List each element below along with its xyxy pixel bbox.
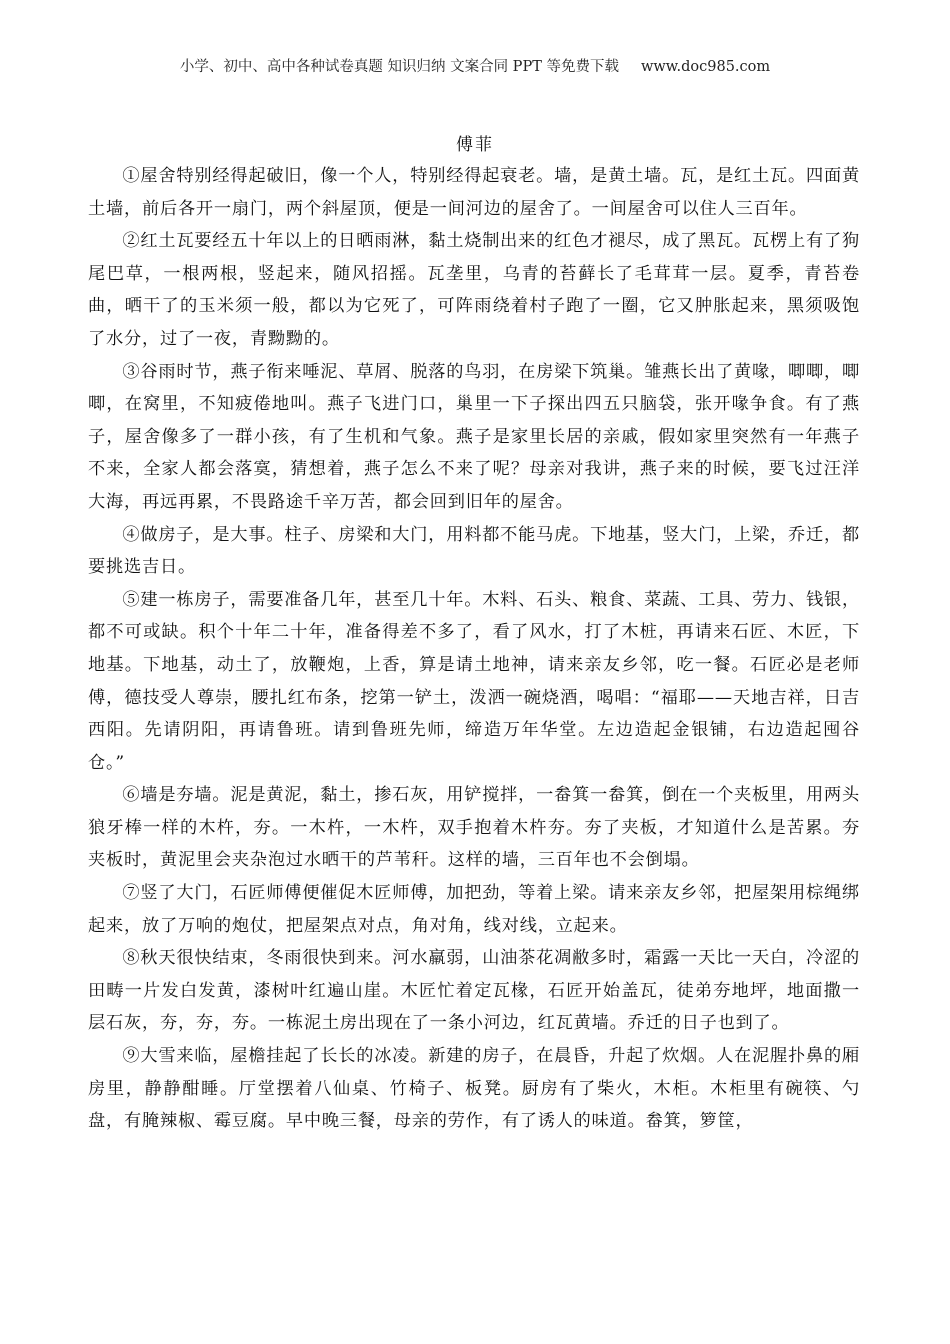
paragraph-2: ②红土瓦要经五十年以上的日晒雨淋，黏土烧制出来的红色才褪尽，成了黑瓦。瓦楞上有了狗尾巴草，一根两根，竖起来，随风招摇。瓦垄里，乌青的苔藓长了毛茸茸一层。夏季，青苔卷曲，晒干了的玉米须一般，都以为它死了，可阵雨绕着村子跑了一圈，它又肿胀起来，黑须吸饱了水分，过了一夜，青黝黝的。 xyxy=(88,231,860,349)
paragraph-3: ③谷雨时节，燕子衔来唾泥、草屑、脱落的鸟羽，在房梁下筑巢。雏燕长出了黄喙，唧唧，唧唧，在窝里，不知疲倦地叫。燕子飞进门口，巢里一下子探出四五只脑袋，张开喙争食。有了燕子，屋舍像多了一群小孩，有了生机和气象。燕子是家里长居的亲戚，假如家里突然有一年燕子不来，全家人都会落寞，猜想着，燕子怎么不来了呢？母亲对我讲，燕子来的时候，要飞过汪洋大海，再远再累，不畏路途千辛万苦，都会回到旧年的屋舍。 xyxy=(88,361,860,512)
paragraph-1: ①屋舍特别经得起破旧，像一个人，特别经得起衰老。墙，是黄土墙。瓦，是红土瓦。四面黄土墙，前后各开一扇门，两个斜屋顶，便是一间河边的屋舍了。一间屋舍可以住人三百年。 xyxy=(88,166,860,219)
paragraph-6: ⑥墙是夯墙。泥是黄泥，黏土，掺石灰，用铲搅拌，一畚箕一畚箕，倒在一个夹板里，用两头狼牙棒一样的木杵，夯。一木杵，一木杵，双手抱着木杵夯。夯了夹板，才知道什么是苦累。夯夹板时，黄泥里会夹杂泡过水晒干的芦苇秆。这样的墙，三百年也不会倒塌。 xyxy=(88,785,860,871)
header-site-link[interactable]: www.doc985.com xyxy=(640,59,771,75)
author-title: 傅菲 xyxy=(456,135,494,155)
paragraph-8: ⑧秋天很快结束，冬雨很快到来。河水羸弱，山油茶花凋敝多时，霜露一天比一天白，冷涩的田畴一片发白发黄，漆树叶红遍山崖。木匠忙着定瓦椽，石匠开始盖瓦，徒弟夯地坪，地面撒一层石灰，夯，夯，夯。一栋泥土房出现在了一条小河边，红瓦黄墙。乔迁的日子也到了。 xyxy=(88,948,860,1034)
header-description: 小学、初中、高中各种试卷真题 知识归纳 文案合同 PPT 等免费下载 xyxy=(179,59,619,75)
paragraph-7: ⑦竖了大门，石匠师傅便催促木匠师傅，加把劲，等着上梁。请来亲友乡邻，把屋架用棕绳绑起来，放了万响的炮仗，把屋架点对点，角对角，线对线，立起来。 xyxy=(88,883,860,936)
paragraph-5: ⑤建一栋房子，需要准备几年，甚至几十年。木料、石头、粮食、菜蔬、工具、劳力、钱银，都不可或缺。积个十年二十年，准备得差不多了，看了风水，打了木桩，再请来石匠、木匠，下地基。下地基，动土了，放鞭炮，上香，算是请土地神，请来亲友乡邻，吃一餐。石匠必是老师傅，德技受人尊崇，腰扎红布条，挖第一铲土，泼洒一碗烧酒，喝唱：“福耶——天地吉祥，日吉西阳。先请阴阳，再请鲁班。请到鲁班先师，缔造万年华堂。左边造起金银铺，右边造起囤谷仓。” xyxy=(88,589,860,773)
paragraph-4: ④做房子，是大事。柱子、房梁和大门，用料都不能马虎。下地基，竖大门，上梁，乔迁，都要挑选吉日。 xyxy=(88,524,860,578)
article-body xyxy=(88,160,860,1138)
paragraph-9: ⑨大雪来临，屋檐挂起了长长的冰凌。新建的房子，在晨昏，升起了炊烟。人在泥腥扑鼻的厢房里，静静酣睡。厅堂摆着八仙桌、竹椅子、板凳。厨房有了柴火，木柜。木柜里有碗筷、勺盘，有腌辣椒、霉豆腐。早中晚三餐，母亲的劳作，有了诱人的味道。畚箕，箩筐， xyxy=(88,1046,860,1132)
page-header xyxy=(0,55,950,76)
